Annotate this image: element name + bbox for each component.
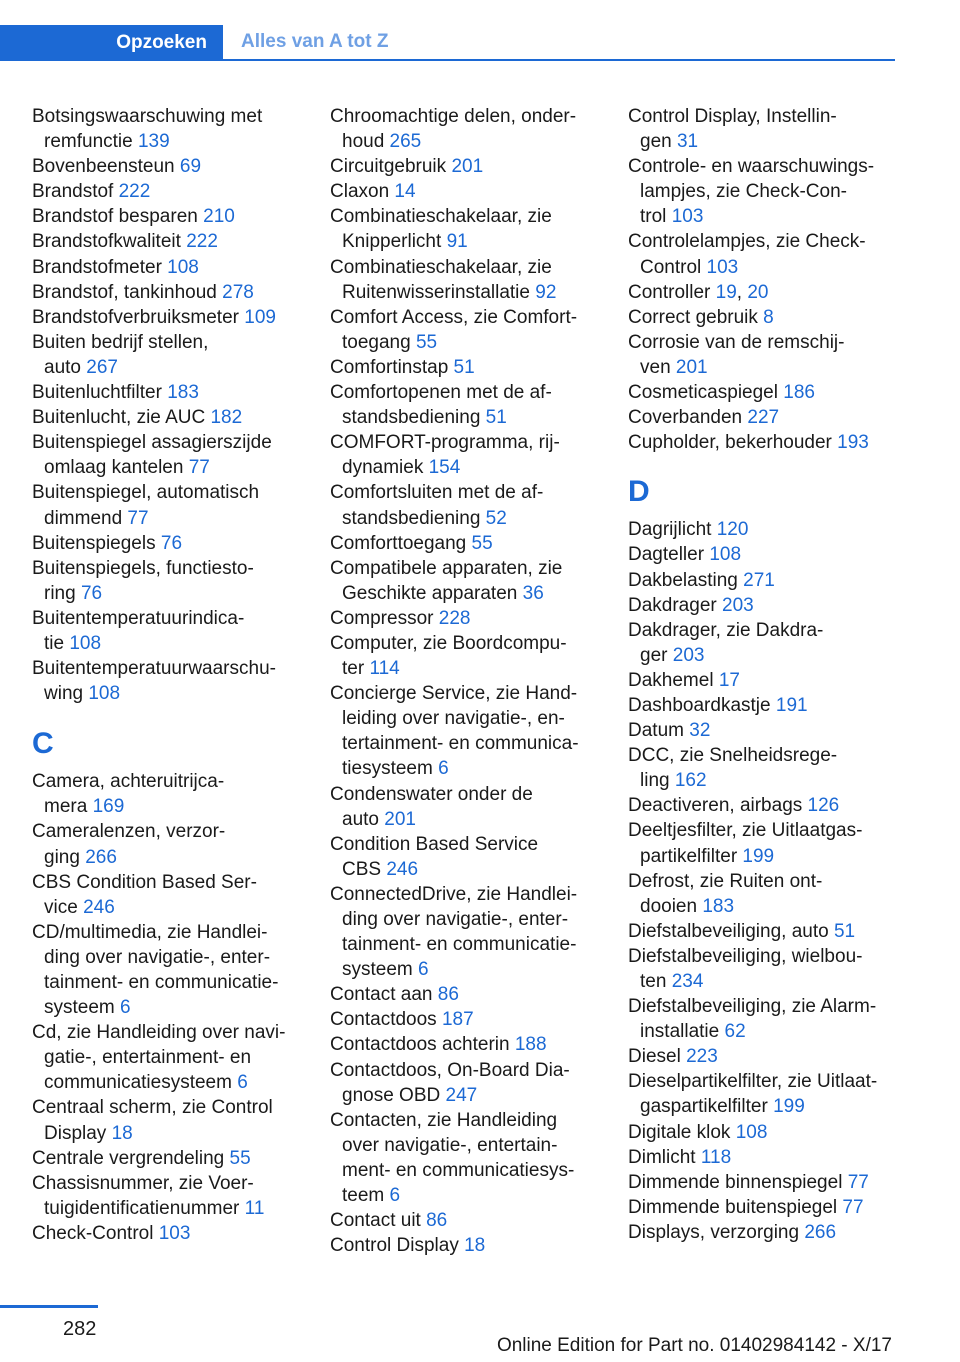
index-entry xyxy=(32,179,304,204)
index-entry xyxy=(628,1069,900,1119)
index-entry xyxy=(628,430,900,455)
index-entry xyxy=(32,656,304,706)
index-entry xyxy=(628,1170,900,1195)
page-link[interactable]: 51 xyxy=(833,920,856,942)
page-link[interactable]: 6 xyxy=(438,758,449,780)
index-entry xyxy=(330,480,602,530)
index-entry xyxy=(330,556,602,606)
page-link[interactable]: 6 xyxy=(237,1072,248,1094)
index-term: CBS Condition Based Ser- vice xyxy=(32,871,257,918)
index-column-3 xyxy=(628,104,900,1245)
index-entry xyxy=(330,782,602,832)
page-link[interactable]: 169 xyxy=(92,796,125,818)
page-link[interactable]: 109 xyxy=(244,306,276,328)
page-link[interactable]: 187 xyxy=(441,1009,474,1031)
tab-alles-van-a-tot-z[interactable]: Alles van A tot Z xyxy=(223,25,895,61)
index-term: Brandstof besparen xyxy=(32,206,204,228)
index-entry xyxy=(628,305,900,330)
page-link[interactable]: 227 xyxy=(747,407,780,429)
page-link[interactable]: 266 xyxy=(804,1221,837,1243)
index-entry xyxy=(628,668,900,693)
page-link[interactable]: 20 xyxy=(747,281,769,303)
page-link[interactable]: 77 xyxy=(127,507,149,529)
index-term: Comfortinstap xyxy=(330,356,454,378)
index-entry xyxy=(330,104,602,154)
page-link[interactable]: 203 xyxy=(722,594,754,616)
index-term: Botsingswaarschuwing met remfunctie xyxy=(32,106,263,153)
index-entry xyxy=(32,819,304,869)
index-term: Buitentemperatuurindica- tie xyxy=(32,607,245,654)
page-link[interactable]: 247 xyxy=(445,1084,478,1106)
index-term: Computer, zie Boordcompu- ter xyxy=(330,632,567,680)
index-term: Brandstofkwaliteit xyxy=(32,231,187,253)
index-entry xyxy=(32,769,304,819)
index-entry xyxy=(628,517,900,542)
index-entry xyxy=(628,405,900,430)
header-tabs xyxy=(0,25,895,61)
index-term: Cosmeticaspiegel xyxy=(628,382,784,404)
index-term: Dieselpartikelfilter, zie Uitlaat- gaspartikelfilter xyxy=(628,1071,878,1118)
page-link[interactable]: 265 xyxy=(389,131,422,153)
page-link[interactable]: 6 xyxy=(418,959,429,981)
index-entry xyxy=(330,380,602,430)
page-link[interactable]: 108 xyxy=(709,544,742,566)
index-term: Displays, verzorging xyxy=(628,1221,805,1243)
index-term: Buitenluchtfilter xyxy=(32,382,168,404)
page-link[interactable]: 234 xyxy=(671,971,704,992)
page-link[interactable]: 271 xyxy=(743,569,775,591)
index-term: Camera, achteruitrijca- mera xyxy=(32,771,225,818)
index-entry xyxy=(32,1146,304,1171)
page-link[interactable]: 14 xyxy=(394,181,416,203)
index-entry xyxy=(32,920,304,1020)
index-term: Digitale klok xyxy=(628,1121,736,1143)
page-link[interactable]: 267 xyxy=(86,356,118,378)
index-entry xyxy=(32,330,304,380)
index-term: Defrost, zie Ruiten ont- dooien xyxy=(628,870,823,917)
index-term: Buitentemperatuurwaarschu- wing xyxy=(32,658,276,705)
section-letter: D xyxy=(628,475,650,509)
index-entry xyxy=(628,380,900,405)
index-term: Buitenspiegels, functiesto- ring xyxy=(32,557,254,604)
page-link[interactable]: 91 xyxy=(446,231,468,253)
index-entry xyxy=(628,818,900,868)
index-entry xyxy=(330,154,602,179)
tab-opzoeken[interactable]: Opzoeken xyxy=(0,25,223,61)
page-link[interactable]: 203 xyxy=(672,644,705,666)
index-entry: Controller 19, 20 xyxy=(628,281,769,303)
page-link[interactable]: 62 xyxy=(724,1021,746,1043)
page-link[interactable]: 103 xyxy=(158,1222,191,1244)
index-entry xyxy=(32,405,304,430)
index-entry xyxy=(628,593,900,618)
index-term: Condenswater onder de auto xyxy=(330,783,533,830)
index-term: Brandstof xyxy=(32,181,119,203)
index-entry xyxy=(330,1058,602,1108)
index-entry xyxy=(32,1095,304,1145)
page-link[interactable]: 77 xyxy=(842,1196,864,1218)
index-term: Dakdrager xyxy=(628,594,722,616)
index-term: Cupholder, bekerhouder xyxy=(628,432,838,454)
index-term: Controlelampjes, zie Check- Control xyxy=(628,231,866,278)
index-column-2 xyxy=(330,104,602,1258)
page-link[interactable]: 86 xyxy=(426,1210,448,1232)
page-link[interactable]: 55 xyxy=(471,532,493,554)
index-term: Buitenlucht, zie AUC xyxy=(32,407,211,429)
index-entry xyxy=(330,606,602,631)
page-link[interactable]: 108 xyxy=(88,683,121,705)
index-entry xyxy=(330,305,602,355)
index-entry xyxy=(628,1120,900,1145)
page-link[interactable]: 188 xyxy=(514,1034,547,1056)
page-link[interactable]: 183 xyxy=(167,382,199,404)
index-entry xyxy=(628,919,900,944)
index-entry xyxy=(628,542,900,567)
index-term: Deeltjesfilter, zie Uitlaatgas- partikelfilter xyxy=(628,820,863,867)
page-link[interactable]: 228 xyxy=(438,607,471,629)
page-link[interactable]: 126 xyxy=(807,795,840,817)
index-term: Contactdoos, On-Board Dia- gnose OBD xyxy=(330,1059,570,1106)
page-link[interactable]: 154 xyxy=(428,457,461,479)
index-entry xyxy=(628,618,900,668)
index-term: Dimlicht xyxy=(628,1146,701,1168)
index-term: Condition Based Service CBS xyxy=(330,833,539,880)
index-term: Brandstofmeter xyxy=(32,256,168,278)
page-link[interactable]: 199 xyxy=(742,845,775,867)
index-term: Corrosie van de remschij- ven xyxy=(628,331,845,378)
index-term: Control Display, Instellin- gen xyxy=(628,106,837,153)
index-term: Comfortsluiten met de af- standsbediening xyxy=(330,482,544,529)
page-link[interactable]: 183 xyxy=(702,895,735,917)
page-link[interactable]: 108 xyxy=(69,632,102,654)
page-link[interactable]: 103 xyxy=(706,256,739,278)
page-link[interactable]: 201 xyxy=(451,156,484,178)
page-link[interactable]: 76 xyxy=(80,582,103,604)
page-link[interactable]: 55 xyxy=(229,1147,251,1169)
index-entry xyxy=(32,1221,304,1246)
edition-note: Online Edition for Part no. 01402984142 - X/17 xyxy=(496,1335,892,1356)
index-entry xyxy=(32,104,304,154)
index-entry xyxy=(32,204,304,229)
index-entry xyxy=(628,869,900,919)
index-term: Dagrijlicht xyxy=(628,519,717,541)
index-entry xyxy=(32,255,304,280)
page-link[interactable]: 191 xyxy=(775,694,808,716)
index-term: Coverbanden xyxy=(628,407,748,429)
index-entry xyxy=(330,1108,602,1208)
index-entry xyxy=(628,229,900,279)
index-term: Cameralenzen, verzor- ging xyxy=(32,821,226,868)
page-link[interactable]: 8 xyxy=(763,306,774,328)
index-term: Datum xyxy=(628,720,690,742)
index-entry xyxy=(628,1220,900,1245)
index-term: CD/multimedia, zie Handlei- ding over navigatie-, enter- tainment- en communicatie- systeem xyxy=(32,921,279,1019)
page-link[interactable]: 108 xyxy=(735,1121,768,1143)
index-term: Contacten, zie Handleiding over navigatie-, entertain- ment- en communicatiesys- teem xyxy=(330,1109,575,1207)
page-link[interactable]: 120 xyxy=(716,519,749,541)
page-link[interactable]: 32 xyxy=(689,720,711,742)
index-entry xyxy=(32,531,304,556)
index-entry xyxy=(330,179,602,204)
index-entry xyxy=(628,330,900,380)
index-term: Chroomachtige delen, onder- houd xyxy=(330,106,577,153)
index-term: Compatibele apparaten, zie Geschikte apparaten xyxy=(330,557,563,604)
index-term: ConnectedDrive, zie Handlei- ding over navigatie-, enter- tainment- en communicatie- systeem xyxy=(330,883,578,981)
index-term: Deactiveren, airbags xyxy=(628,795,808,817)
index-term: Buitenspiegels xyxy=(32,532,161,554)
index-entry xyxy=(330,631,602,681)
index-term: Brandstof, tankinhoud xyxy=(32,281,223,303)
index-term: Buitenspiegel, automatisch dimmend xyxy=(32,482,260,529)
index-column-1 xyxy=(32,104,304,1246)
index-term: Concierge Service, zie Hand- leiding over navigatie-, en- tertainment- en communica- tiesysteem xyxy=(330,683,579,780)
page-link[interactable]: 77 xyxy=(188,457,210,479)
index-entry xyxy=(32,556,304,606)
index-entry xyxy=(32,154,304,179)
page-link[interactable]: 246 xyxy=(386,858,419,880)
index-term: Correct gebruik xyxy=(628,306,764,328)
index-term: Centrale vergrendeling xyxy=(32,1147,230,1169)
page-link[interactable]: 222 xyxy=(186,231,218,253)
index-entry xyxy=(32,606,304,656)
index-term: Dagteller xyxy=(628,544,710,566)
index-entry xyxy=(32,1171,304,1221)
index-term: Dimmende buitenspiegel xyxy=(628,1196,843,1218)
index-entry xyxy=(32,229,304,254)
page-link[interactable]: 201 xyxy=(675,356,708,378)
index-term: Comfort Access, zie Comfort- toegang xyxy=(330,306,578,353)
index-term: Compressor xyxy=(330,607,439,629)
index-entry xyxy=(330,832,602,882)
page-link[interactable]: 182 xyxy=(210,407,243,429)
page-link[interactable]: 266 xyxy=(85,846,117,868)
index-entry xyxy=(628,743,900,793)
page-link[interactable]: 199 xyxy=(773,1096,805,1118)
index-term: Dashboardkastje xyxy=(628,694,776,716)
index-term: Centraal scherm, zie Control Display xyxy=(32,1097,273,1144)
index-term: Brandstofverbruiksmeter xyxy=(32,306,245,328)
index-term: DCC, zie Snelheidsrege- ling xyxy=(628,745,838,792)
page-link[interactable]: 86 xyxy=(437,984,459,1006)
index-entry xyxy=(628,944,900,994)
index-term: Contactdoos achterin xyxy=(330,1034,515,1056)
page-link[interactable]: 186 xyxy=(783,382,815,404)
index-entry xyxy=(330,430,602,480)
page-link[interactable]: 17 xyxy=(718,669,740,691)
index-entry xyxy=(330,1233,602,1258)
page-link[interactable]: 278 xyxy=(222,281,254,303)
page-link[interactable]: 108 xyxy=(167,256,199,278)
index-term: Controller xyxy=(628,281,716,303)
index-entry xyxy=(32,280,304,305)
index-entry xyxy=(330,531,602,556)
index-term: Diefstalbeveiliging, wielbou- ten xyxy=(628,945,863,992)
page-link[interactable]: 69 xyxy=(179,156,202,178)
index-term: Cd, zie Handleiding over navi- gatie-, entertainment- en communicatiesysteem xyxy=(32,1022,286,1094)
page-link[interactable]: 76 xyxy=(160,532,183,554)
page-link[interactable]: 118 xyxy=(700,1146,732,1168)
index-term: Contact uit xyxy=(330,1210,427,1232)
page-link[interactable]: 31 xyxy=(676,131,699,153)
page-link[interactable]: 162 xyxy=(674,770,707,792)
page-link[interactable]: 246 xyxy=(83,896,115,918)
index-entry xyxy=(32,870,304,920)
index-entry xyxy=(32,1020,304,1095)
index-term: COMFORT-programma, rij- dynamiek xyxy=(330,432,560,479)
page-link[interactable]: 18 xyxy=(111,1122,133,1144)
index-term: Diefstalbeveiliging, zie Alarm- installatie xyxy=(628,996,877,1043)
index-entry xyxy=(628,568,900,593)
page-link[interactable]: 52 xyxy=(485,507,507,529)
index-entry xyxy=(628,718,900,743)
index-term: Diesel xyxy=(628,1046,687,1068)
page-link[interactable]: 210 xyxy=(203,206,235,228)
page-number: 282 xyxy=(63,1318,97,1340)
page-link[interactable]: 223 xyxy=(686,1046,718,1068)
index-entry xyxy=(330,255,602,305)
index-entry xyxy=(628,994,900,1044)
page-link[interactable]: 55 xyxy=(415,331,438,353)
page-link[interactable]: 193 xyxy=(837,432,869,454)
page-link[interactable]: 51 xyxy=(453,356,475,378)
page-link[interactable]: 103 xyxy=(671,206,704,228)
index-term: Dakbelasting xyxy=(628,569,744,591)
index-term: Contact aan xyxy=(330,984,438,1006)
index-entry xyxy=(32,430,304,480)
page-link[interactable]: 36 xyxy=(522,582,544,604)
footer-rule xyxy=(0,1305,98,1308)
page-link[interactable]: 19 xyxy=(715,281,737,303)
index-term: Circuitgebruik xyxy=(330,156,452,178)
page-link[interactable]: 77 xyxy=(847,1171,869,1193)
index-entry xyxy=(32,380,304,405)
page-link[interactable]: 201 xyxy=(384,808,416,830)
page-link[interactable]: 18 xyxy=(464,1235,486,1257)
index-entry xyxy=(628,793,900,818)
page-link[interactable]: 92 xyxy=(535,281,557,303)
page-link[interactable]: 51 xyxy=(485,407,507,429)
index-entry xyxy=(330,982,602,1007)
index-term: Comfortopenen met de af- standsbediening xyxy=(330,382,552,429)
index-entry xyxy=(32,305,304,330)
page-link[interactable]: 6 xyxy=(389,1185,401,1207)
index-term: Dakhemel xyxy=(628,669,719,691)
index-term: Chassisnummer, zie Voer- tuigidentificatienummer xyxy=(32,1172,254,1219)
page-link[interactable]: 222 xyxy=(118,181,151,203)
index-entry xyxy=(330,882,602,982)
index-entry xyxy=(628,154,900,229)
index-entry xyxy=(628,693,900,718)
index-term: Claxon xyxy=(330,181,395,203)
index-term: Combinatieschakelaar, zie Ruitenwisserinstallatie xyxy=(330,256,552,303)
index-term: Diefstalbeveiliging, auto xyxy=(628,920,834,942)
index-term: Dimmende binnenspiegel xyxy=(628,1171,848,1193)
index-entry xyxy=(330,204,602,254)
page-link[interactable]: 6 xyxy=(120,997,131,1019)
page-link[interactable]: 11 xyxy=(244,1197,265,1219)
section-letter: C xyxy=(32,727,54,761)
page-link[interactable]: 139 xyxy=(137,131,170,153)
index-entry xyxy=(628,1145,900,1170)
index-term: Buitenspiegel assagierszijde omlaag kantelen xyxy=(32,432,272,479)
index-entry xyxy=(628,1195,900,1220)
index-entry xyxy=(330,681,602,781)
index-term: Bovenbeensteun xyxy=(32,156,180,178)
index-term: Comforttoegang xyxy=(330,532,472,554)
index-term: Combinatieschakelaar, zie Knipperlicht xyxy=(330,206,552,253)
index-entry xyxy=(628,1044,900,1069)
index-term: Buiten bedrijf stellen, auto xyxy=(32,331,209,378)
index-entry xyxy=(628,104,900,154)
page-link[interactable]: 114 xyxy=(369,658,400,680)
index-entry xyxy=(32,480,304,530)
index-entry xyxy=(330,1007,602,1032)
index-entry xyxy=(330,355,602,380)
index-term: Controle- en waarschuwings- lampjes, zie Check-Con- trol xyxy=(628,156,875,228)
index-term: Dakdrager, zie Dakdra- ger xyxy=(628,619,824,666)
index-term: Control Display xyxy=(330,1235,465,1257)
index-entry xyxy=(330,1032,602,1057)
index-term: Check-Control xyxy=(32,1222,159,1244)
index-entry xyxy=(330,1208,602,1233)
index-term: Contactdoos xyxy=(330,1009,442,1031)
